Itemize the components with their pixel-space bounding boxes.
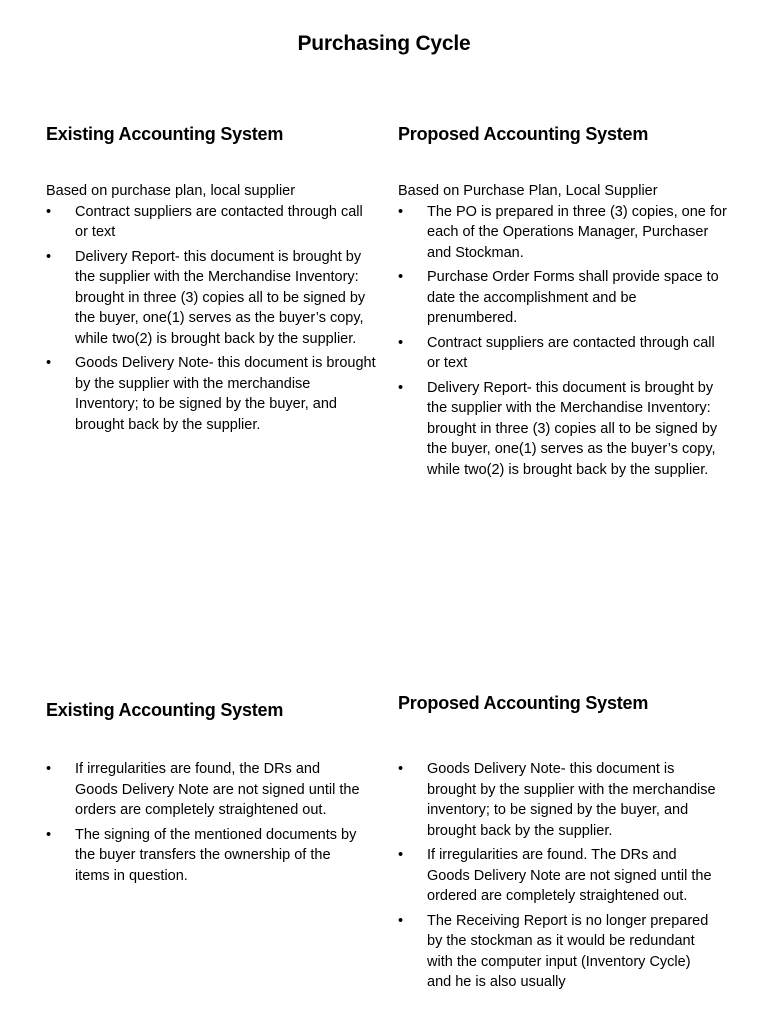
bullet-icon: • (46, 203, 52, 220)
bullet-icon: • (398, 269, 404, 285)
bullet-icon: • (46, 826, 52, 843)
list-item-text: If irregularities are found, the DRs and Goods Delivery Note are not signed until the orders are completely straightened out. (75, 761, 360, 818)
section-heading: Existing Accounting System (46, 124, 284, 144)
list-item-text: Purchase Order Forms shall provide space to date the accomplishment and be prenumbered. (427, 269, 719, 326)
proposed-system-section-bottom (398, 693, 728, 997)
list-item (398, 911, 718, 993)
page-title: Purchasing Cycle (297, 32, 471, 55)
list-item (398, 845, 718, 907)
list-item (46, 825, 364, 887)
section-heading: Existing Accounting System (46, 700, 284, 720)
bullet-list (398, 759, 718, 993)
bullet-icon: • (398, 379, 404, 396)
bullet-icon: • (398, 761, 404, 777)
bullet-list (46, 202, 376, 436)
list-item (398, 378, 728, 481)
list-item-text: Contract suppliers are contacted through call or text (427, 334, 715, 371)
section-intro: Based on purchase plan, local supplier (46, 183, 296, 199)
list-item-text: The Receiving Report is no longer prepared by the stockman as it would be redundant with the computer input (Inventory Cycle) and he is also usually (427, 912, 709, 990)
section-intro: Based on Purchase Plan, Local Supplier (398, 183, 658, 199)
list-item-text: If irregularities are found. The DRs and Goods Delivery Note are not signed until the ordered are completely straightened out. (427, 847, 712, 904)
list-item (398, 267, 728, 329)
bullet-icon: • (46, 761, 52, 777)
bullet-icon: • (398, 847, 404, 863)
list-item-text: Delivery Report- this document is brought by the supplier with the Merchandise Inventory: brought in three (3) copies all to be signed by the buyer, one(1) serves as the buyer’s copy, while two(2) is brought back by the supplier. (427, 379, 718, 478)
proposed-system-section-top (398, 124, 728, 484)
list-item-text: Goods Delivery Note- this document is brought by the supplier with the merchandise inventory; to be signed by the buyer, and brought back by the supplier. (427, 761, 716, 839)
list-item-text: The signing of the mentioned documents by the buyer transfers the ownership of the items in question. (75, 826, 357, 884)
section-heading: Proposed Accounting System (398, 124, 649, 144)
existing-system-section-bottom (46, 700, 376, 890)
bullet-icon: • (398, 203, 404, 220)
list-item-text: Goods Delivery Note- this document is brought by the supplier with the merchandise Inventory; to be signed by the buyer, and brought back by the supplier. (75, 355, 376, 433)
bullet-icon: • (46, 355, 52, 371)
list-item (398, 333, 728, 374)
list-item (398, 202, 728, 264)
list-item (46, 353, 376, 435)
bullet-list (398, 202, 728, 481)
bullet-icon: • (46, 248, 52, 265)
list-item (46, 247, 376, 350)
list-item (46, 202, 376, 243)
list-item (398, 759, 718, 841)
bullet-icon: • (398, 912, 404, 929)
list-item-text: Delivery Report- this document is brought by the supplier with the Merchandise Inventory: brought in three (3) copies all to be signed by the buyer, one(1) serves as the buyer’s copy, while two(2) is brought back by the supplier. (75, 248, 366, 347)
bullet-list (46, 759, 364, 886)
bullet-icon: • (398, 334, 404, 351)
section-heading: Proposed Accounting System (398, 693, 649, 713)
list-item (46, 759, 364, 821)
existing-system-section-top (46, 124, 376, 439)
list-item-text: The PO is prepared in three (3) copies, one for each of the Operations Manager, Purchaser and Stockman. (427, 203, 727, 261)
list-item-text: Contract suppliers are contacted through call or text (75, 203, 363, 240)
